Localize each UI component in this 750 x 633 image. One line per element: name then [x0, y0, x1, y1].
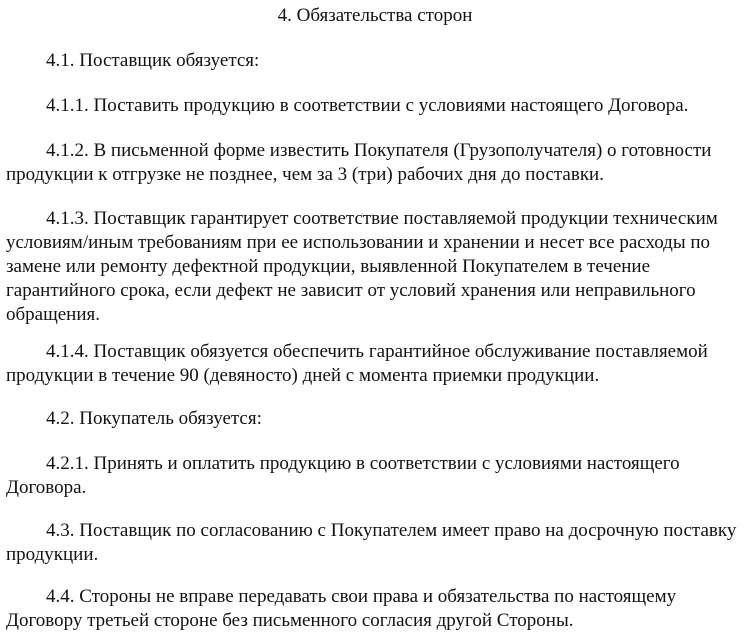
- paragraph-4-1-3: [6, 207, 746, 327]
- paragraph-4-3: [6, 519, 746, 567]
- text-line: 4.2.1. Принять и оплатить продукцию в соответствии с условиями настоящего: [46, 453, 680, 474]
- text-line: продукции.: [6, 544, 99, 565]
- text-line: 4.1.2. В письменной форме известить Покупателя (Грузополучателя) о готовности: [46, 140, 712, 161]
- paragraph-4-1-1: [6, 94, 746, 118]
- paragraph-4-2: [6, 407, 746, 431]
- section-title: 4. Обязательства сторон: [277, 5, 473, 26]
- text-line: 4.1. Поставщик обязуется:: [46, 50, 260, 71]
- paragraph-4-2-1: [6, 452, 746, 500]
- text-line: 4.4. Стороны не вправе передавать свои права и обязательства по настоящему: [46, 586, 677, 607]
- text-line: 4.1.1. Поставить продукцию в соответствии с условиями настоящего Договора.: [46, 95, 689, 116]
- text-line: 4.3. Поставщик по согласованию с Покупателем имеет право на досрочную поставку: [46, 520, 737, 541]
- text-line: замене или ремонту дефектной продукции, выявленной Покупателем в течение: [6, 256, 651, 277]
- text-line: продукции к отгрузке не позднее, чем за 3 (три) рабочих дня до поставки.: [6, 164, 604, 185]
- text-line: Договору третьей стороне без письменного согласия другой Стороны.: [6, 610, 574, 631]
- text-line: 4.2. Покупатель обязуется:: [46, 408, 262, 429]
- paragraph-4-1-4: [6, 340, 746, 388]
- text-line: обращения.: [6, 304, 100, 325]
- text-line: 4.1.4. Поставщик обязуется обеспечить гарантийное обслуживание поставляемой: [46, 341, 708, 362]
- text-line: гарантийного срока, если дефект не зависит от условий хранения или неправильного: [6, 280, 696, 301]
- text-line: 4.1.3. Поставщик гарантирует соответствие поставляемой продукции техническим: [46, 208, 718, 229]
- paragraph-4-1-2: [6, 139, 746, 187]
- text-line: Договора.: [6, 477, 87, 498]
- paragraph-4-1: [6, 49, 746, 73]
- text-line: продукции в течение 90 (девяносто) дней с момента приемки продукции.: [6, 365, 600, 386]
- text-line: условиям/иным требованиям при ее использовании и хранении и несет все расходы по: [6, 232, 711, 253]
- paragraph-4-4: [6, 585, 746, 633]
